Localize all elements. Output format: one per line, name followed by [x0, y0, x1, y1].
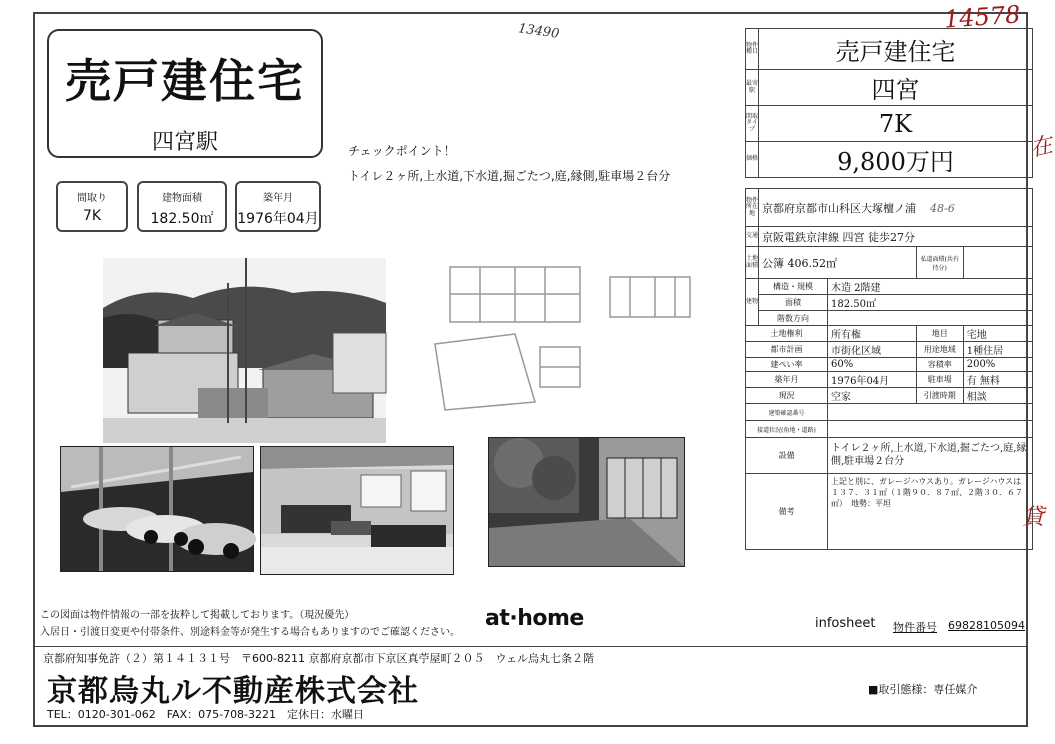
coverage-ratio-label: 建ぺい率: [746, 358, 828, 372]
built-date-label: 築年月: [746, 372, 828, 388]
spec-building-area: [137, 181, 227, 232]
garden-engawa-photo: [488, 437, 685, 567]
checkpoint-text: トイレ２ヶ所,上水道,下水道,掘ごたつ,庭,縁側,駐車場２台分: [348, 169, 671, 183]
handover-value: 相談: [963, 388, 1032, 404]
price-value: 9,800万円: [759, 142, 1033, 178]
athome-logo: at·home: [485, 606, 584, 631]
city-planning-value: 市街化区域: [828, 342, 917, 358]
price-label: 価格: [746, 142, 759, 178]
company-name: 京都烏丸ル不動産株式会社: [47, 674, 419, 709]
spec-layout: [56, 181, 128, 232]
land-area-value: 公簿 406.52㎡: [759, 247, 917, 279]
floor-area-ratio-label: 容積率: [916, 358, 963, 372]
layout-type-value: 7K: [759, 106, 1033, 142]
layout-type-label: 間取タイプ: [746, 106, 759, 142]
road-access-label: 接道状況(角地・道路): [746, 421, 828, 438]
private-road-label: 私道面積(共有持分): [916, 247, 963, 279]
floor-direction-label: 階数方向: [759, 311, 828, 326]
city-planning-label: 都市計画: [746, 342, 828, 358]
handwritten-number-top: 13490: [517, 21, 561, 42]
private-road-value: [963, 247, 1032, 279]
property-type-title: 売戸建住宅: [65, 54, 305, 108]
zoning-label: 用途地域: [916, 342, 963, 358]
type-value: 売戸建住宅: [759, 29, 1033, 70]
coverage-ratio-value: 60%: [828, 358, 917, 372]
license-line: 京都府知事免許（２）第１４１３１号 〒600-8211 京都府京都市下京区真苧屋町２０５ ウェル烏丸七条２階: [43, 652, 595, 665]
parking-value: 有 無料: [963, 372, 1032, 388]
details-table: [745, 188, 1033, 550]
spec-built-date-label: 築年月: [263, 193, 293, 204]
transaction-type: ■取引態様：専任媒介: [868, 683, 978, 696]
equipment-label: 設備: [746, 438, 828, 474]
building-area-label: 面積: [759, 295, 828, 311]
spec-building-area-label: 建物面積: [162, 193, 202, 204]
address-handwritten-note: 48-6: [930, 201, 955, 215]
transport-value: 京阪電鉄京津線 四宮 徒歩27分: [759, 227, 1033, 247]
interior-living-photo: [260, 446, 454, 575]
structure-value: 木造 2階建: [828, 279, 1033, 295]
spec-built-date-value: 1976年04月: [237, 211, 319, 227]
type-label: 物件種目: [746, 29, 759, 70]
property-number-value: 69828105094: [948, 619, 1025, 632]
handover-label: 引渡時期: [916, 388, 963, 404]
title-box: [47, 29, 323, 158]
floor-area-ratio-value: 200%: [963, 358, 1032, 372]
current-status-value: 空家: [828, 388, 917, 404]
station-value: 四宮: [759, 70, 1033, 106]
remarks-value: 上記と別に、ガレージハウスあり。ガレージハウスは１３７．３１㎡（１階９０．８７㎡、２階３０．６７㎡） 地勢：平坦: [828, 474, 1033, 550]
equipment-value: トイレ２ヶ所,上水道,下水道,掘ごたつ,庭,縁側,駐車場２台分: [828, 438, 1033, 474]
floor-direction-value: [828, 311, 1033, 326]
land-category-label: 地目: [916, 326, 963, 342]
land-rights-value: 所有権: [828, 326, 917, 342]
contact-line: TEL：0120-301-062 FAX：075-708-3221 定休日：水曜日: [47, 708, 365, 721]
garage-cars-photo: [60, 446, 254, 572]
land-rights-label: 土地権利: [746, 326, 828, 342]
property-info-panel: [745, 28, 1033, 570]
built-date-value: 1976年04月: [828, 372, 917, 388]
station-label: 最寄駅: [746, 70, 759, 106]
building-label: 建物: [746, 279, 759, 326]
spec-layout-value: 7K: [82, 208, 102, 224]
floor-plan: [420, 262, 700, 412]
checkpoint-title: チェックポイント！: [348, 144, 456, 158]
handwritten-number-top-right: 14578: [943, 0, 1022, 34]
station-name: 四宮駅: [151, 130, 218, 155]
zoning-value: 1種住居: [963, 342, 1032, 358]
spec-building-area-value: 182.50㎡: [150, 211, 214, 227]
address-value: [759, 189, 1033, 227]
building-area-value: 182.50㎡: [828, 295, 1033, 311]
summary-table: [745, 28, 1033, 178]
road-access-value: [828, 421, 1033, 438]
land-category-value: 宅地: [963, 326, 1032, 342]
structure-label: 構造・規模: [759, 279, 828, 295]
disclaimer-line-2: 入居日・引渡日変更や付帯条件、別途料金等が発生する場合もありますのでご確認ください。: [40, 627, 460, 638]
disclaimer-line-1: この図面は物件情報の一部を抜粋して掲載しております。（現況優先）: [40, 610, 355, 621]
handwritten-margin-note-1: 在: [1028, 132, 1055, 162]
property-number-label: 物件番号: [893, 621, 937, 634]
spec-layout-label: 間取り: [77, 193, 107, 204]
address-text: 京都府京都市山科区大塚檀ノ浦: [762, 201, 916, 215]
remarks-label: 備考: [746, 474, 828, 550]
land-area-label: 土地面積: [746, 247, 759, 279]
exterior-photo: [103, 258, 386, 443]
address-label: 物件所在地: [746, 189, 759, 227]
building-permit-value: [828, 404, 1033, 421]
handwritten-margin-note-2: 貸: [1022, 505, 1045, 530]
building-permit-label: 建築確認番号: [746, 404, 828, 421]
parking-label: 駐車場: [916, 372, 963, 388]
infosheet-label: infosheet: [815, 616, 876, 631]
spec-built-date: [235, 181, 321, 232]
current-status-label: 現況: [746, 388, 828, 404]
transport-label: 交通: [746, 227, 759, 247]
